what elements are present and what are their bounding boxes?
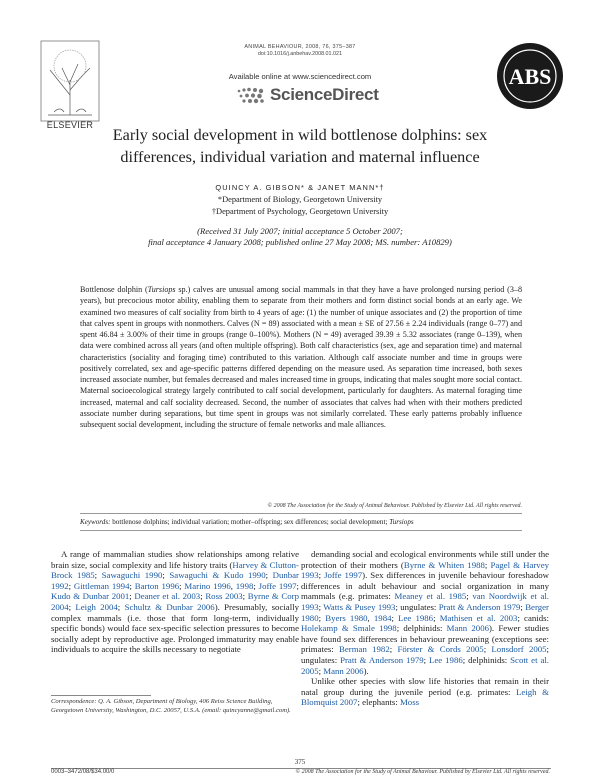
body-text: ;	[318, 612, 326, 623]
citation-link[interactable]: Ross 2003	[205, 591, 243, 602]
journal-header	[150, 44, 450, 58]
body-text: ;	[423, 654, 430, 665]
body-paragraph	[51, 549, 299, 655]
keywords-list: bottlenose dolphins; individual variation; mother–offspring; sex differences; social development;	[110, 518, 390, 526]
doi-text[interactable]: doi:10.1016/j.anbehav.2008.01.021	[257, 51, 343, 57]
body-text: ;	[242, 591, 248, 602]
body-text: ;	[117, 601, 125, 612]
abs-society-logo	[496, 42, 564, 110]
citation-link[interactable]: 1984	[373, 612, 392, 623]
citation-link[interactable]: Joffe 1997	[324, 570, 363, 581]
citation-link[interactable]: Schultz & Dunbar 2006	[124, 601, 215, 612]
citation-link[interactable]: Byrne & Corp 2004	[51, 591, 299, 612]
body-text: ;	[296, 580, 299, 591]
submission-dates	[80, 226, 520, 249]
body-text: ;	[129, 591, 135, 602]
body-text: Unlike other species with slow life histories that remain in their natal group during the juvenile period (e.g. primates:	[301, 676, 549, 697]
citation-link[interactable]: Pratt & Anderson 1979	[340, 654, 424, 665]
sciencedirect-logo[interactable]	[236, 84, 379, 106]
page-number: 375	[294, 758, 306, 766]
citation-link[interactable]: Watts & Pusey 1993	[323, 601, 396, 612]
abstract-copyright: © 2008 The Association for the Study of Animal Behaviour. Published by Elsevier Ltd. All rights reserved.	[267, 503, 522, 509]
body-text: ; canids:	[517, 612, 549, 623]
citation-link[interactable]: Scott et al. 2005	[301, 654, 549, 676]
body-text: ;	[68, 580, 74, 591]
body-text: ;	[484, 559, 491, 570]
body-paragraph	[301, 676, 549, 708]
body-text: ;	[129, 580, 135, 591]
body-column-right	[301, 549, 549, 708]
citation-link[interactable]: Deaner et al. 2003	[134, 591, 201, 602]
citation-link[interactable]: Lee 1986	[398, 612, 434, 623]
citation-link[interactable]: Mathisen et al. 2003	[439, 612, 518, 623]
citation-link[interactable]: Marino 1996	[184, 580, 231, 591]
body-text: ,	[230, 580, 236, 591]
keywords-genus: Tursiops	[389, 518, 414, 526]
elsevier-tree-logo	[40, 40, 100, 122]
body-text: ;	[466, 591, 473, 602]
journal-citation: ANIMAL BEHAVIOUR, 2008, 76, 375–387	[244, 44, 356, 50]
affiliation-psychology: †Department of Psychology, Georgetown University	[211, 207, 389, 216]
body-text: demanding social and ecological environments while still under the protection of their mothers (	[301, 549, 549, 570]
citation-link[interactable]: Leigh 2004	[75, 601, 118, 612]
body-text: ). Fewer studies have found sex differences in behaviour preweaning (exceptions see: primates:	[301, 623, 549, 655]
affiliation-biology: *Department of Biology, Georgetown University	[217, 195, 383, 204]
elsevier-label: ELSEVIER	[46, 120, 94, 130]
citation-link[interactable]: 1998	[235, 580, 254, 591]
body-text: ;	[265, 570, 273, 581]
keywords-divider	[80, 530, 522, 531]
citation-link[interactable]: Joffe 1997	[258, 580, 297, 591]
body-text: ;	[433, 612, 440, 623]
issn-code: 0003–3472/08/$34.00/0	[51, 769, 115, 775]
body-text: ). Sex differences in juvenile behaviour foreshadow differences in adult behaviour and social organization in many mammals (e.g. primates:	[301, 570, 549, 602]
available-online-text[interactable]: Available online at www.sciencedirect.com	[228, 72, 372, 81]
citation-link[interactable]: Mann 2006	[446, 623, 489, 634]
title-line-2: differences, individual variation and maternal influence	[120, 148, 480, 166]
citation-link[interactable]: Sawaguchi 1990	[101, 570, 163, 581]
citation-link[interactable]: Moss	[399, 697, 420, 708]
dates-line-1: (Received 31 July 2007; initial acceptance 5 October 2007;	[197, 226, 403, 236]
body-text: ;	[483, 644, 492, 655]
citation-link[interactable]: Sawaguchi & Kudo 1990	[169, 570, 266, 581]
keywords-label: Keywords:	[80, 518, 111, 526]
abstract-text-start: Bottlenose dolphin (	[80, 285, 148, 294]
correspondence-note: Correspondence: Q. A. Gibson, Department of Biology, 406 Reiss Science Building, Georgetown University, Washington, D.C. 20057, U.S.A. (email: quincyanne@gmail.com).	[51, 698, 291, 714]
body-text: ;	[200, 591, 206, 602]
abstract	[80, 284, 522, 430]
abstract-text-body: sp.) calves are unusual among social mammals in that they have a have prolonged nursing period (3–8 years), but precocious motor ability, enabling them to separate from their mothers and form distinct social bonds at an early age. We examined two measures of calf sociality from birth to 4 years of age: (1) the number of unique associates and (2) the proportion of time that calves spent in groups with nonmothers. Calves (N = 89) associated with a mean ± SE of 27.56 ± 2.24 individuals (range 0–77) and spent 46.84 ± 3.00% of their time in groups (range 0–100%). Mothers (N = 49) averaged 39.39 ± 5.32 associates (range 0–139), when data were combined across all years (and often multiple offspring). Both calf characteristics (sex, age and separation time) and maternal characteristics (sociality and foraging time) contributed to this variation. Although calf associate number and time in groups were positively correlated, sex and age-specific patterns differed depending on the measure used. As separation time increased, both sexes increased associate number, but females decreased and males increased time in groups, indicating that males sought more social contact. Maternal socioecological strategy largely contributed to calf social development, particularly for daughters. As maternal foraging time increased, maternal and calf sociality decreased. Second, the number of associates that calves had when with their mothers predicted associate number during separations, but time spent in groups was not similarly correlated. These early patterns probably influence subsequent social development, including the structure of female networks and male alliances.	[80, 285, 523, 429]
citation-link[interactable]: Pagel & Harvey 1993	[301, 559, 549, 581]
body-text: A range of mammalian studies show relationships among relative brain size, social complexity and life history traits (	[51, 549, 299, 570]
body-text: ; elephants:	[357, 697, 400, 708]
citation-link[interactable]: Pratt & Anderson 1979	[438, 601, 521, 612]
citation-link[interactable]: Berman 1982	[339, 644, 390, 655]
body-text: ;	[318, 570, 325, 581]
citation-link[interactable]: Gittleman 1994	[73, 580, 130, 591]
body-text: ).	[363, 665, 369, 676]
footnote-rule	[51, 695, 151, 696]
abstract-divider	[80, 513, 522, 514]
citation-link[interactable]: van Noordwijk et al. 1993	[301, 591, 550, 612]
body-paragraph	[301, 549, 549, 676]
body-text: ;	[318, 601, 324, 612]
citation-link[interactable]: Kudo & Dunbar 2001	[51, 591, 130, 602]
dates-line-2: final acceptance 4 January 2008; published online 27 May 2008; MS. number: A10829)	[148, 237, 452, 248]
body-text: ). Presumably, socially complex mammals (i.e. those that form long-term, individually specific bonds) would face sex-specific selection pressures to become socially adept by reproductive age. Prolonged immaturity may enable individuals to acquire the skills necessary to negotiate	[51, 601, 299, 655]
body-text: ;	[391, 612, 399, 623]
citation-link[interactable]: Berger 1980	[301, 601, 549, 623]
body-text: ; ungulates:	[301, 644, 549, 665]
citation-link[interactable]: Dunbar 1992	[51, 570, 299, 591]
citation-link[interactable]: Byrne & Whiten 1988	[403, 559, 485, 570]
body-text: ;	[253, 580, 259, 591]
citation-link[interactable]: Mann 2006	[323, 665, 364, 676]
sciencedirect-wordmark: ScienceDirect	[270, 85, 379, 104]
title-line-1: Early social development in wild bottlenose dolphins: sex	[112, 126, 488, 144]
citation-link[interactable]: Holekamp & Smale 1998	[301, 623, 397, 634]
body-text: ;	[520, 601, 526, 612]
citation-link[interactable]: Harvey & Clutton-Brock 1985	[51, 559, 299, 581]
citation-link[interactable]: Barton 1996	[134, 580, 180, 591]
body-text: ;	[94, 570, 102, 581]
abs-logo-letters: ABS	[508, 64, 552, 89]
citation-link[interactable]: Byers 1980	[325, 612, 368, 623]
body-text: ;	[179, 580, 185, 591]
body-text: ; delphinids:	[396, 623, 447, 634]
body-text: ; ungulates:	[395, 601, 439, 612]
citation-link[interactable]: Leigh & Blomquist 2007	[301, 686, 549, 708]
citation-link[interactable]: Lee 1986	[429, 654, 463, 665]
footer-copyright: © 2008 The Association for the Study of Animal Behaviour. Published by Elsevier Ltd. All rights reserved.	[295, 769, 550, 775]
citation-link[interactable]: Förster & Cords 2005	[397, 644, 484, 655]
author-list: QUINCY A. GIBSON* & JANET MANN*†	[215, 183, 385, 192]
citation-link[interactable]: Lonsdorf 2005	[491, 644, 547, 655]
body-text: ;	[318, 665, 324, 676]
body-text: ; delphinids:	[462, 654, 511, 665]
body-text: ;	[162, 570, 170, 581]
body-text: ;	[389, 644, 398, 655]
body-column-left	[51, 549, 299, 655]
citation-link[interactable]: Meaney et al. 1985	[394, 591, 467, 602]
body-text: ;	[68, 601, 76, 612]
sciencedirect-dots-icon	[236, 86, 266, 104]
article-title	[60, 124, 540, 168]
abstract-genus: Tursiops	[147, 285, 176, 294]
keywords	[80, 518, 522, 526]
body-text: ,	[367, 612, 374, 623]
